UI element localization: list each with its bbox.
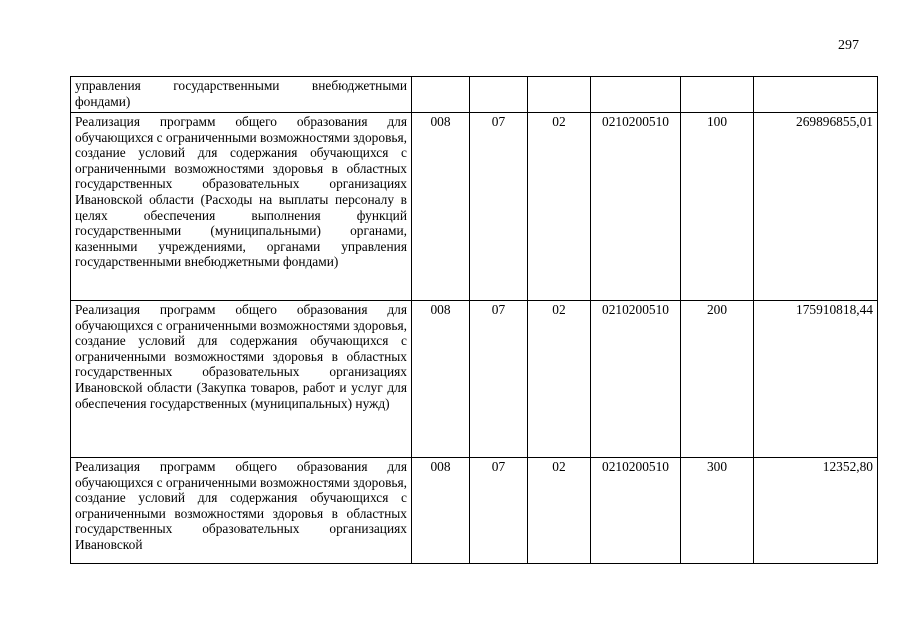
target-article-code: 0210200510 bbox=[591, 113, 681, 301]
table-row bbox=[71, 458, 878, 564]
table-row bbox=[71, 77, 878, 113]
target-article-code: 0210200510 bbox=[591, 458, 681, 564]
expense-type-code: 100 bbox=[681, 113, 754, 301]
ministry-code: 008 bbox=[412, 301, 470, 458]
amount-value: 12352,80 bbox=[754, 458, 878, 564]
row-description: управления государственными внебюджетными фондами) bbox=[71, 77, 412, 113]
subsection-code: 02 bbox=[528, 113, 591, 301]
ministry-code bbox=[412, 77, 470, 113]
row-description: Реализация программ общего образования для обучающихся с ограниченными возможностями здоровья, создание условий для содержания обучающихся с ограниченными возможностями здоровья в областных государственных образовательных организациях Ивановской области (Расходы на выплаты персоналу в целях обеспечения выполнения функций государственными (муниципальными) органами, казенными учреждениями, органами управления государственными внебюджетными фондами) bbox=[71, 113, 412, 301]
page-number: 297 bbox=[838, 38, 859, 53]
table-row bbox=[71, 113, 878, 301]
section-code: 07 bbox=[470, 113, 528, 301]
ministry-code: 008 bbox=[412, 458, 470, 564]
expense-type-code bbox=[681, 77, 754, 113]
section-code: 07 bbox=[470, 301, 528, 458]
row-description: Реализация программ общего образования для обучающихся с ограниченными возможностями здоровья, создание условий для содержания обучающихся с ограниченными возможностями здоровья в областных государственных образовательных организациях Ивановской области (Закупка товаров, работ и услуг для обеспечения государственных (муниципальных) нужд) bbox=[71, 301, 412, 458]
subsection-code: 02 bbox=[528, 458, 591, 564]
section-code: 07 bbox=[470, 458, 528, 564]
expense-type-code: 300 bbox=[681, 458, 754, 564]
subsection-code: 02 bbox=[528, 301, 591, 458]
budget-table bbox=[70, 76, 878, 564]
section-code bbox=[470, 77, 528, 113]
amount-value bbox=[754, 77, 878, 113]
target-article-code bbox=[591, 77, 681, 113]
amount-value: 269896855,01 bbox=[754, 113, 878, 301]
ministry-code: 008 bbox=[412, 113, 470, 301]
row-description: Реализация программ общего образования для обучающихся с ограниченными возможностями здоровья, создание условий для содержания обучающихся с ограниченными возможностями здоровья в областных государственных образовательных организациях Ивановской bbox=[71, 458, 412, 564]
table-row bbox=[71, 301, 878, 458]
amount-value: 175910818,44 bbox=[754, 301, 878, 458]
target-article-code: 0210200510 bbox=[591, 301, 681, 458]
expense-type-code: 200 bbox=[681, 301, 754, 458]
subsection-code bbox=[528, 77, 591, 113]
